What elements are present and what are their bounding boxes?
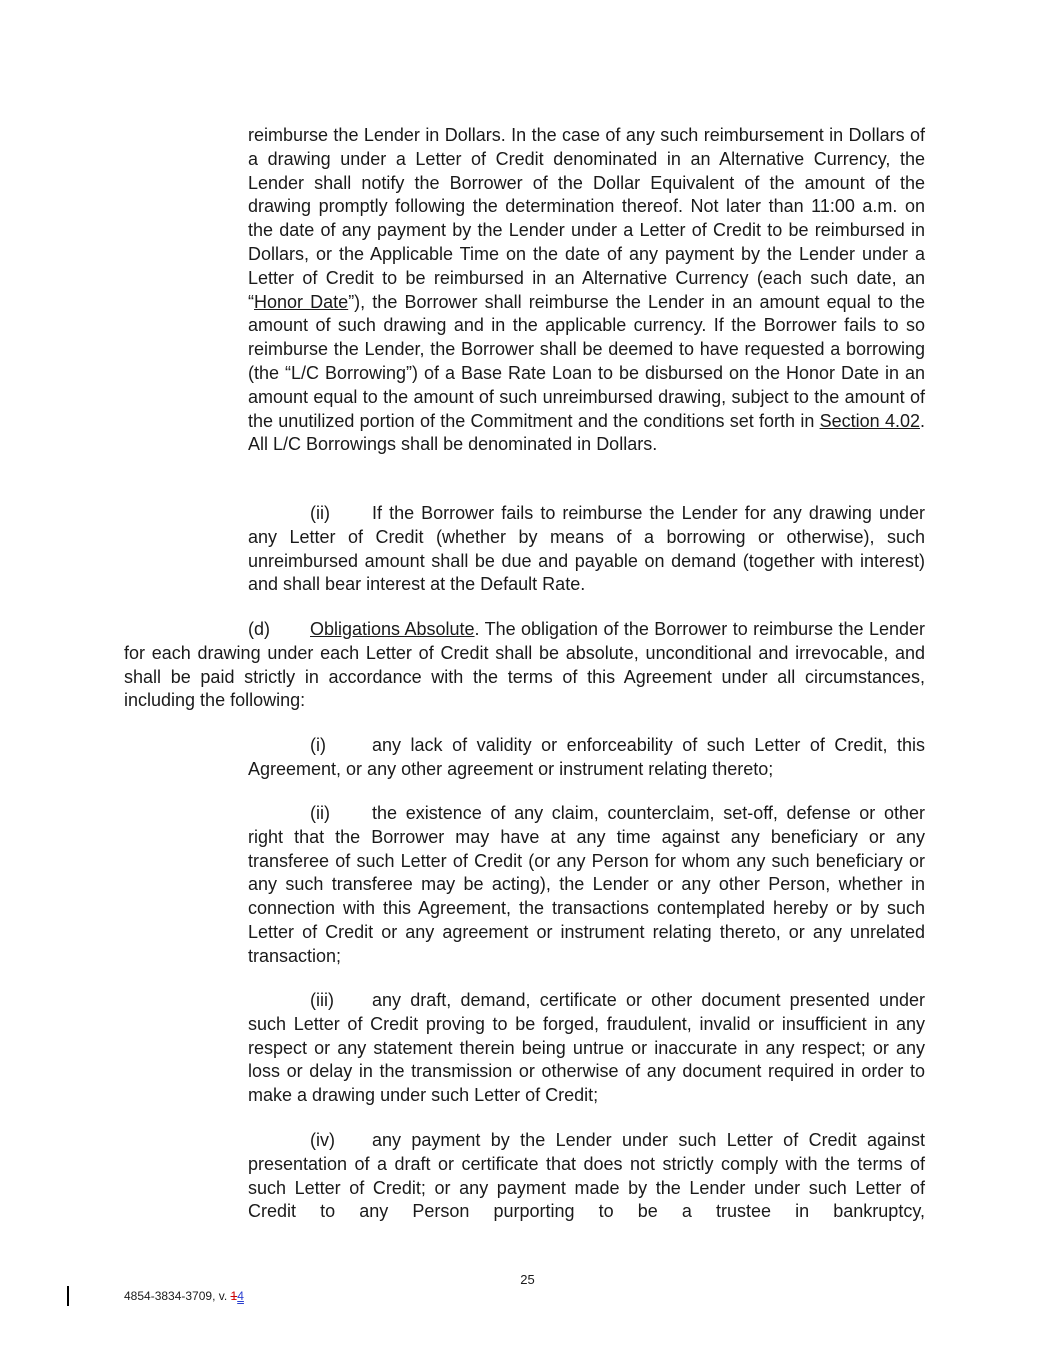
clause-marker: (iv) (310, 1130, 335, 1150)
page-number: 25 (520, 1272, 535, 1287)
paragraph-clause-iii (248, 989, 925, 1108)
document-id-text: 4854-3834-3709, v. (124, 1289, 231, 1303)
paragraph-reimbursement (248, 124, 925, 457)
paragraph-clause-ii-unreimbursed (248, 502, 925, 597)
section-marker: (d) (248, 619, 270, 639)
paragraph-clause-i (248, 734, 925, 782)
paragraph-text: ”), the Borrower shall reimburse the Lender in an amount equal to the amount of such drawing and in the applicable currency. If the Borrower fails to so reimburse the Lender, the Borrower shall be deemed to have requested a borrowing (the “L/C Borrowing”) of a Base Rate Loan to be disbursed on the Honor Date in an amount equal to the amount of such unreimbursed drawing, subject to the amount of the unutilized portion of the Commitment and the conditions set forth in (248, 291, 925, 431)
paragraph-text: reimburse the Lender in Dollars. In the case of any such reimbursement in Dollars of a drawing under a Letter of Credit denominated in an Alternative Currency, the Lender shall notify the Borrower of the Dollar Equivalent of the amount of the drawing promptly following the determination thereof. Not later than 11:00 a.m. on the date of any payment by the Lender under a Letter of Credit to be reimbursed in Dollars, or the Applicable Time on the date of any payment by the Lender under a Letter of Credit to be reimbursed in an Alternative Currency (each such date, an “ (248, 125, 925, 312)
paragraph-text: any draft, demand, certificate or other document presented under such Letter of Credit proving to be forged, fraudulent, invalid or insufficient in any respect or any statement therein being untrue or inaccurate in any respect; or any loss or delay in the transmission or otherwise of any document required in order to make a drawing under such Letter of Credit; (248, 990, 925, 1106)
paragraph-text: any lack of validity or enforceability of such Letter of Credit, this Agreement, or any other agreement or instrument relating thereto; (248, 735, 925, 779)
paragraph-text: any payment by the Lender under such Letter of Credit against presentation of a draft or certificate that does not strictly comply with the terms of such Letter of Credit; or any payment made by the Lender under such Letter of Credit to any Person purporting to be a trustee in bankruptcy, (248, 1130, 925, 1222)
paragraph-text: . The obligation of the Borrower to reimburse the Lender for each drawing under each Letter of Credit shall be absolute, unconditional and irrevocable, and shall be paid strictly in accordance with the terms of this Agreement under all circumstances, including the following: (124, 619, 925, 711)
revision-change-bar (67, 1286, 69, 1306)
paragraph-obligations-absolute (124, 618, 925, 713)
clause-marker: (ii) (310, 503, 330, 523)
section-reference-link: Section 4.02 (819, 410, 920, 431)
clause-marker: (i) (310, 735, 326, 755)
honor-date-term: Honor Date (254, 291, 349, 312)
paragraph-clause-iv (248, 1129, 925, 1224)
paragraph-text: . All L/C Borrowings shall be denominated in Dollars. (248, 410, 925, 455)
section-heading: Obligations Absolute (310, 619, 475, 639)
deleted-version-number: 1 (230, 1289, 238, 1303)
paragraph-text: the existence of any claim, counterclaim, set-off, defense or other right that the Borrower may have at any time against any beneficiary or any transferee of such Letter of Credit (or any Person for whom any such beneficiary or any such transferee may be acting), the Lender or any other Person, whether in connection with this Agreement, the transactions contemplated hereby or by such Letter of Credit or any agreement or instrument relating thereto, or any unrelated transaction; (248, 803, 925, 966)
paragraph-text: If the Borrower fails to reimburse the Lender for any drawing under any Letter of Credit (whether by means of a borrowing or otherwise), such unreimbursed amount shall be due and payable on demand (together with interest) and shall bear interest at the Default Rate. (248, 503, 925, 595)
paragraph-clause-ii (248, 802, 925, 969)
inserted-version-number: 4 (237, 1289, 244, 1303)
clause-marker: (iii) (310, 990, 334, 1010)
clause-marker: (ii) (310, 803, 330, 823)
document-id (124, 1289, 244, 1303)
